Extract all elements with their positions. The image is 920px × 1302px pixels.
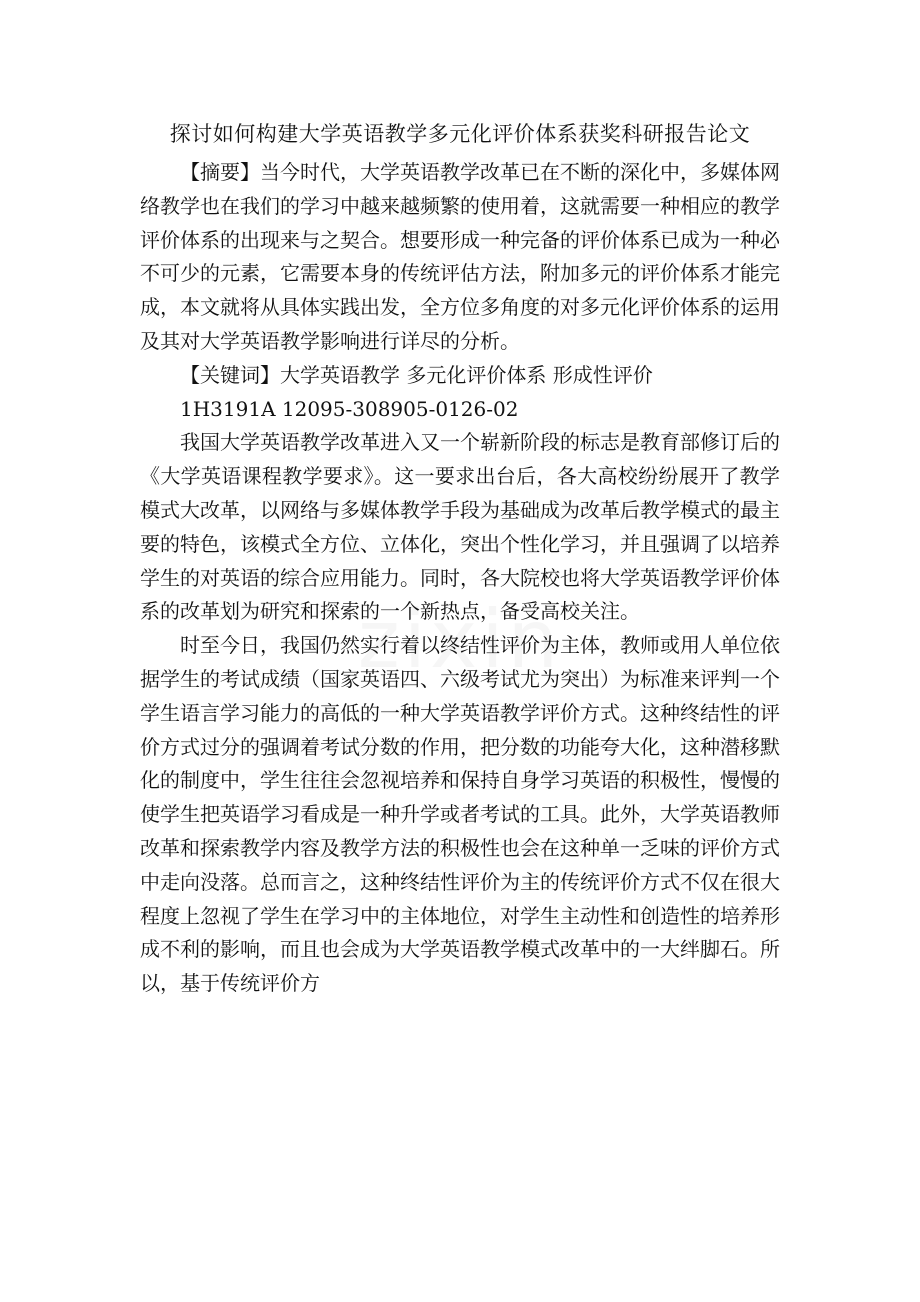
body-paragraph: 时至今日，我国仍然实行着以终结性评价为主体，教师或用人单位依据学生的考试成绩（国家英语四、六级考试尤为突出）为标准来评判一个学生语言学习能力的高低的一种大学英语教学评价方式。这种终结性的评价方式过分的强调着考试分数的作用，把分数的功能夸大化，这种潜移默化的制度中，学生往往会忽视培养和保持自身学习英语的积极性，慢慢的使学生把英语学习看成是一种升学或者考试的工具。此外，大学英语教师改革和探索教学内容及教学方法的积极性也会在这种单一乏味的评价方式中走向没落。总而言之，这种终结性评价为主的传统评价方式不仅在很大程度上忽视了学生在学习中的主体地位，对学生主动性和创造性的培养形成不利的影响，而且也会成为大学英语教学模式改革中的一大绊脚石。所以，基于传统评价方 <box>140 633 780 996</box>
document-body <box>140 156 780 1001</box>
document-title: 探讨如何构建大学英语教学多元化评价体系获奖科研报告论文 <box>169 122 751 146</box>
abstract-paragraph: 【摘要】当今时代，大学英语教学改革已在不断的深化中，多媒体网络教学也在我们的学习中越来越频繁的使用着，这就需要一种相应的教学评价体系的出现来与之契合。想要形成一种完备的评价体系已成为一种必不可少的元素，它需要本身的传统评估方法，附加多元的评价体系才能完成，本文就将从具体实践出发，全方位多角度的对多元化评价体系的运用及其对大学英语教学影响进行详尽的分析。 <box>140 160 780 353</box>
classification-code: 1H3191A 12095-308905-0126-02 <box>180 396 519 421</box>
keywords-paragraph: 【关键词】大学英语教学 多元化评价体系 形成性评价 <box>180 362 653 387</box>
body-paragraph: 我国大学英语教学改革进入又一个崭新阶段的标志是教育部修订后的《大学英语课程教学要求》。这一要求出台后，各大高校纷纷展开了教学模式大改革，以网络与多媒体教学手段为基础成为改革后教学模式的最主要的特色，该模式全方位、立体化，突出个性化学习，并且强调了以培养学生的对英语的综合应用能力。同时，各大院校也将大学英语教学评价体系的改革划为研究和探索的一个新热点，备受高校关注。 <box>140 430 780 624</box>
